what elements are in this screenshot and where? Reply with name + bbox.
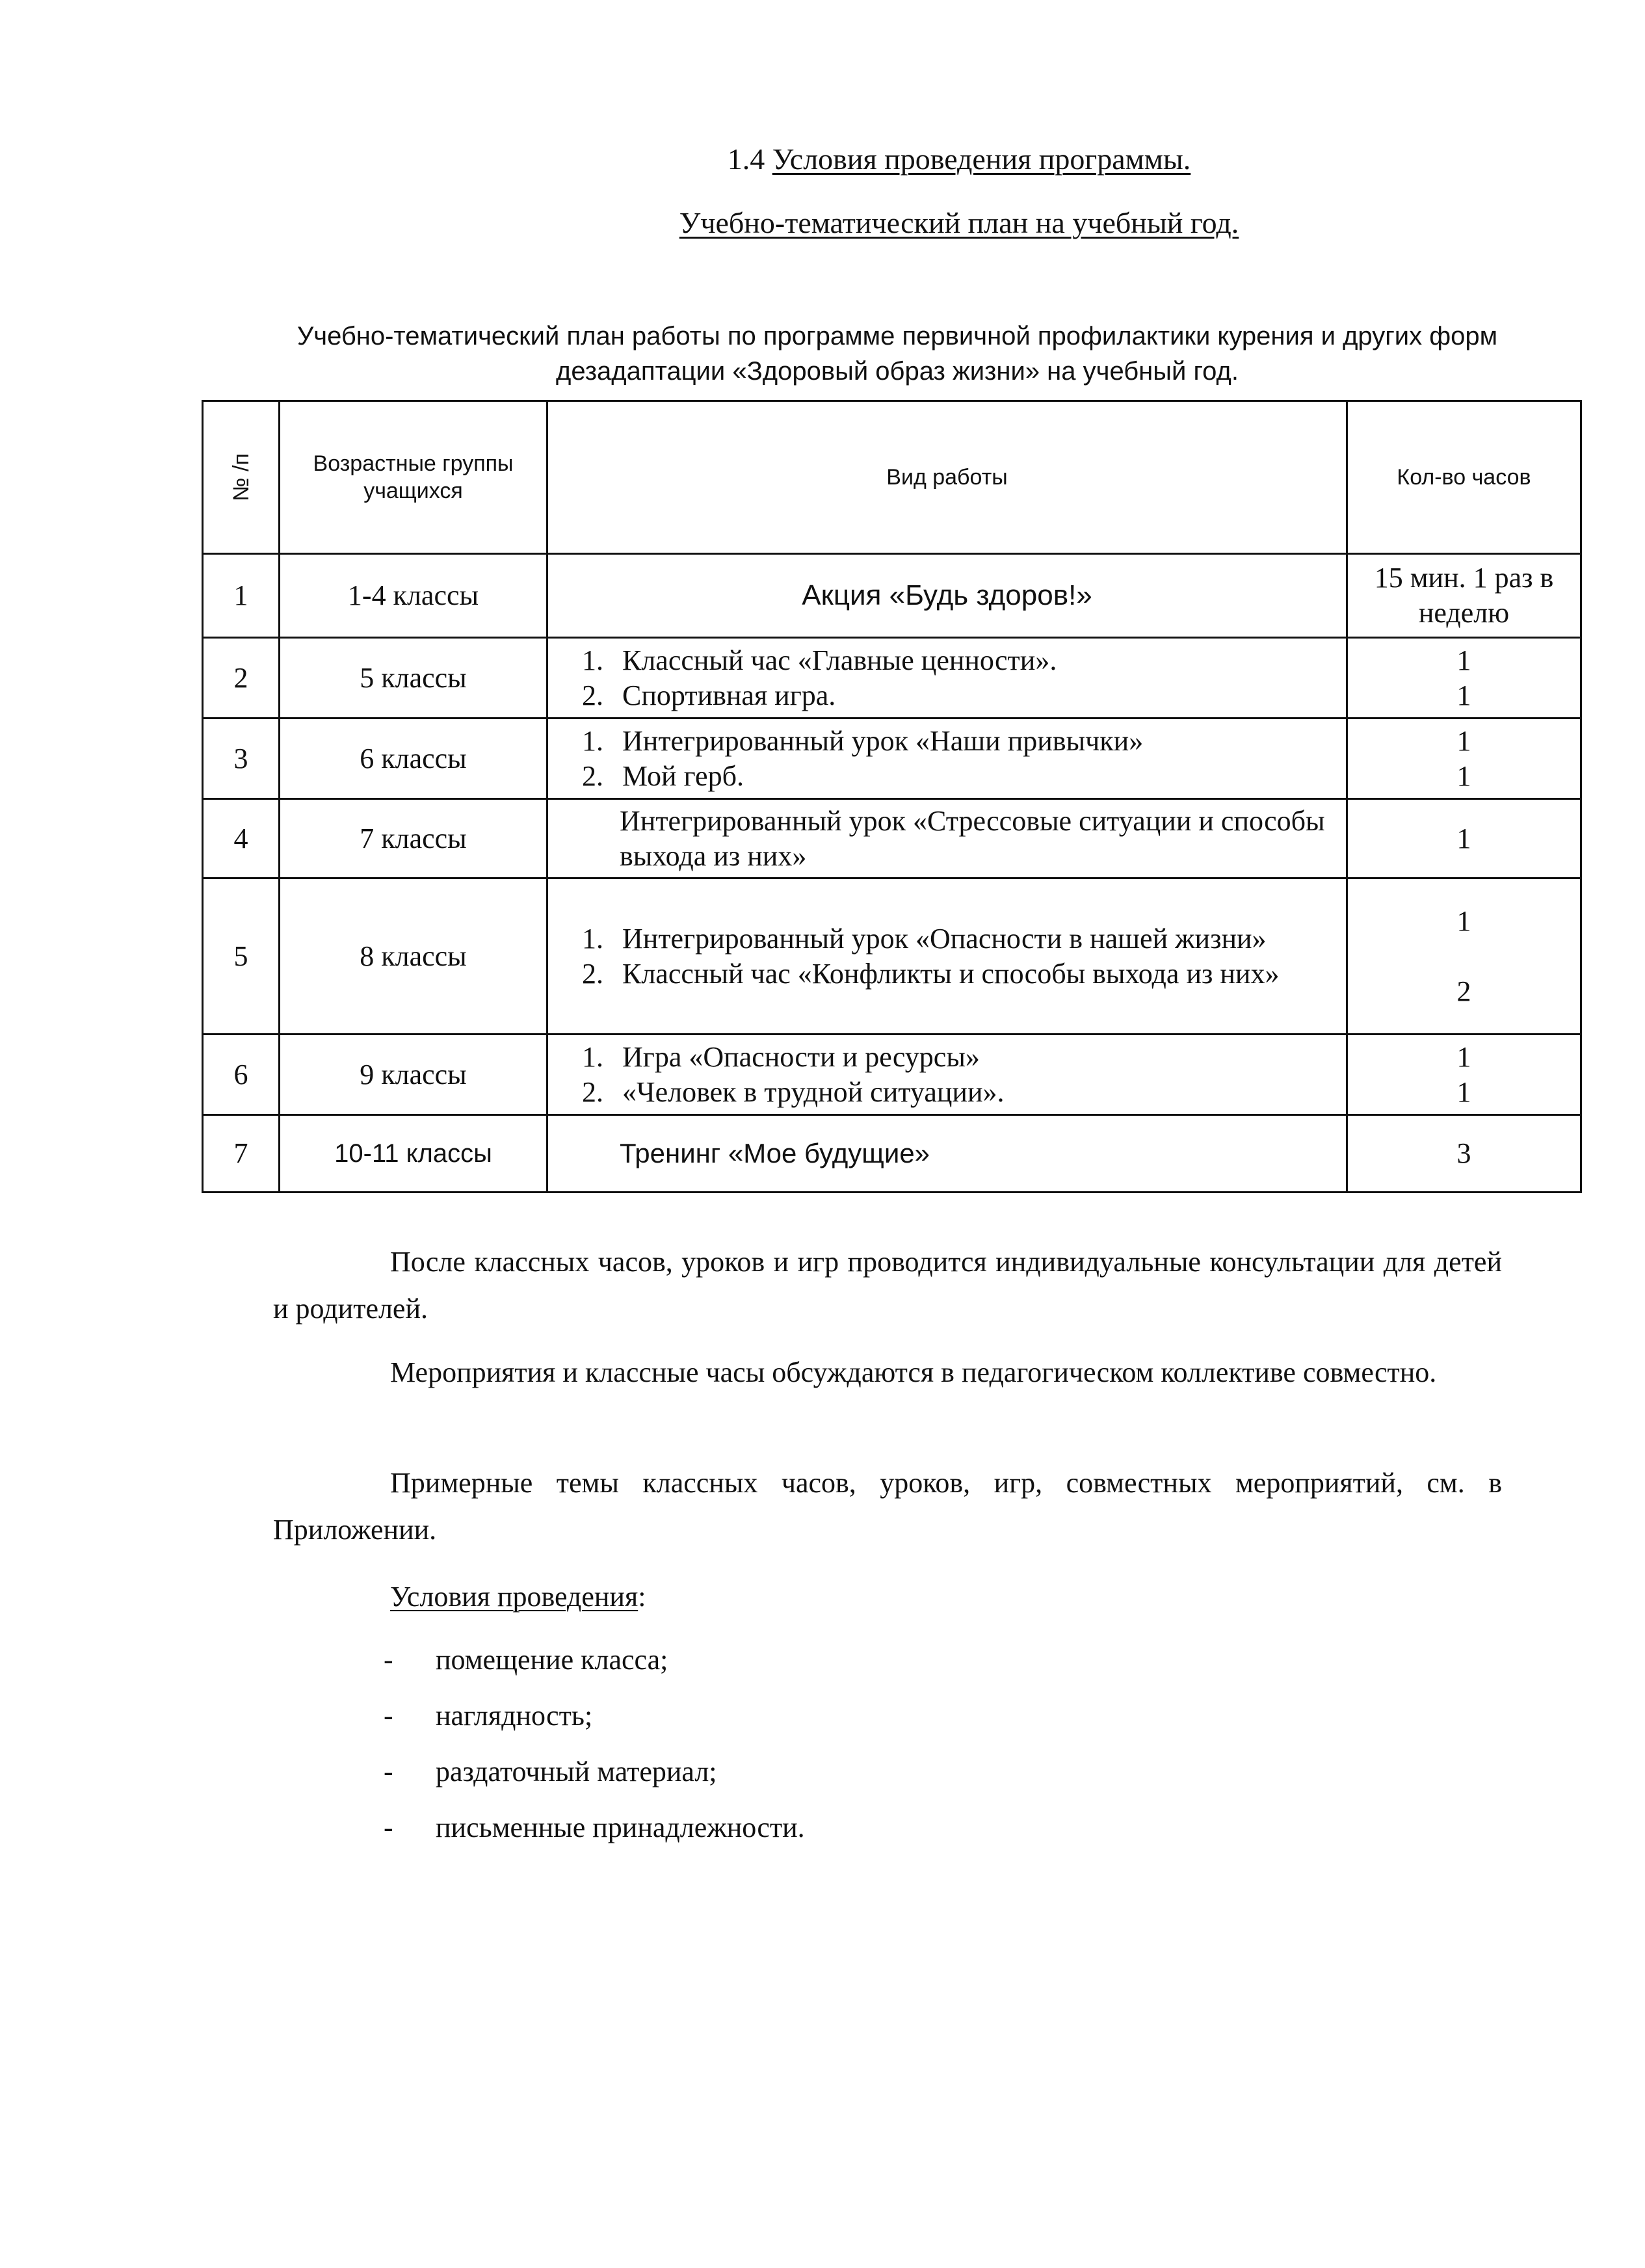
row-work: Акция «Будь здоров!» <box>547 554 1347 638</box>
section-subtitle: Учебно-тематический план на учебный год. <box>679 206 1239 239</box>
list-item <box>273 1632 805 1688</box>
condition-text: помещение класса; <box>436 1644 668 1676</box>
work-item: 1. Интегрированный урок «Наши привычки» <box>611 724 1336 759</box>
header-num: № /п <box>203 401 280 554</box>
row-num: 1 <box>203 554 280 638</box>
dash-marker: - <box>384 1644 393 1676</box>
list-item <box>273 1688 805 1744</box>
table-row <box>203 878 1581 1035</box>
hours-value: 1 <box>1456 679 1471 711</box>
row-group: 10-11 классы <box>280 1115 547 1193</box>
row-work: Тренинг «Мое будущие» <box>547 1115 1347 1193</box>
row-group: 8 классы <box>280 878 547 1035</box>
section-number: 1.4 <box>727 142 765 176</box>
hours-value: 2 <box>1456 975 1471 1007</box>
row-hours <box>1347 1035 1581 1115</box>
work-item: 1. Классный час «Главные ценности». <box>611 643 1336 678</box>
section-heading <box>137 144 1645 174</box>
row-num: 4 <box>203 799 280 878</box>
row-group: 9 классы <box>280 1035 547 1115</box>
row-work <box>547 638 1347 719</box>
table-row <box>203 554 1581 638</box>
row-hours: 1 <box>1347 799 1581 878</box>
row-work <box>547 719 1347 799</box>
work-item: 2. Спортивная игра. <box>611 678 1336 713</box>
row-hours: 15 мин. 1 раз в неделю <box>1347 554 1581 638</box>
table-header-row <box>203 401 1581 554</box>
row-group: 6 классы <box>280 719 547 799</box>
table-caption: Учебно-тематический план работы по программе первичной профилактики курения и других форм дезадаптации «Здоровый образ жизни» на учебный год. <box>296 322 1498 386</box>
row-group: 7 классы <box>280 799 547 878</box>
conditions-title-colon: : <box>638 1581 646 1613</box>
condition-text: письменные принадлежности. <box>436 1812 805 1843</box>
paragraph: Мероприятия и классные часы обсуждаются в педагогическом коллективе совместно. <box>390 1356 1437 1388</box>
work-item: 2. «Человек в трудной ситуации». <box>611 1075 1336 1110</box>
hours-value: 1 <box>1456 759 1471 792</box>
table-row <box>203 1115 1581 1193</box>
row-hours <box>1347 719 1581 799</box>
conditions-list <box>273 1632 805 1856</box>
work-item: 2. Мой герб. <box>611 759 1336 794</box>
work-item: 2. Классный час «Конфликты и способы выхода из них» <box>611 956 1336 992</box>
paragraph: Примерные темы классных часов, уроков, игр, совместных мероприятий, см. в Приложении. <box>273 1467 1502 1546</box>
dash-marker: - <box>384 1812 393 1843</box>
row-work <box>547 1035 1347 1115</box>
work-item: 1. Интегрированный урок «Опасности в нашей жизни» <box>611 921 1336 956</box>
table-row <box>203 719 1581 799</box>
list-item <box>273 1800 805 1856</box>
row-num: 3 <box>203 719 280 799</box>
dash-marker: - <box>384 1700 393 1732</box>
header-hours: Кол-во часов <box>1347 401 1581 554</box>
table-row <box>203 799 1581 878</box>
row-num: 5 <box>203 878 280 1035</box>
table-row <box>203 1035 1581 1115</box>
row-work: Интегрированный урок «Стрессовые ситуации и способы выхода из них» <box>547 799 1347 878</box>
hours-value: 1 <box>1456 1075 1471 1108</box>
row-hours <box>1347 638 1581 719</box>
work-item: 1. Игра «Опасности и ресурсы» <box>611 1040 1336 1075</box>
condition-text: наглядность; <box>436 1700 593 1732</box>
hours-value: 1 <box>1456 904 1471 937</box>
hours-value: 1 <box>1456 724 1471 757</box>
row-hours <box>1347 878 1581 1035</box>
row-hours: 3 <box>1347 1115 1581 1193</box>
dash-marker: - <box>384 1756 393 1787</box>
row-work <box>547 878 1347 1035</box>
row-group: 1-4 классы <box>280 554 547 638</box>
table-row <box>203 638 1581 719</box>
condition-text: раздаточный материал; <box>436 1756 717 1787</box>
row-num: 7 <box>203 1115 280 1193</box>
header-work: Вид работы <box>547 401 1347 554</box>
section-title: Условия проведения программы. <box>772 142 1191 176</box>
hours-value: 1 <box>1456 1040 1471 1073</box>
conditions-title <box>390 1574 646 1620</box>
row-group: 5 классы <box>280 638 547 719</box>
plan-table <box>202 400 1582 1193</box>
row-num: 6 <box>203 1035 280 1115</box>
row-num: 2 <box>203 638 280 719</box>
header-group: Возрастные группы учащихся <box>280 401 547 554</box>
list-item <box>273 1744 805 1800</box>
paragraph: После классных часов, уроков и игр проводится индивидуальные консультации для детей и родителей. <box>273 1246 1502 1325</box>
section-subtitle-wrap <box>137 208 1645 238</box>
conditions-title-text: Условия проведения <box>390 1581 638 1613</box>
hours-value: 1 <box>1456 644 1471 676</box>
